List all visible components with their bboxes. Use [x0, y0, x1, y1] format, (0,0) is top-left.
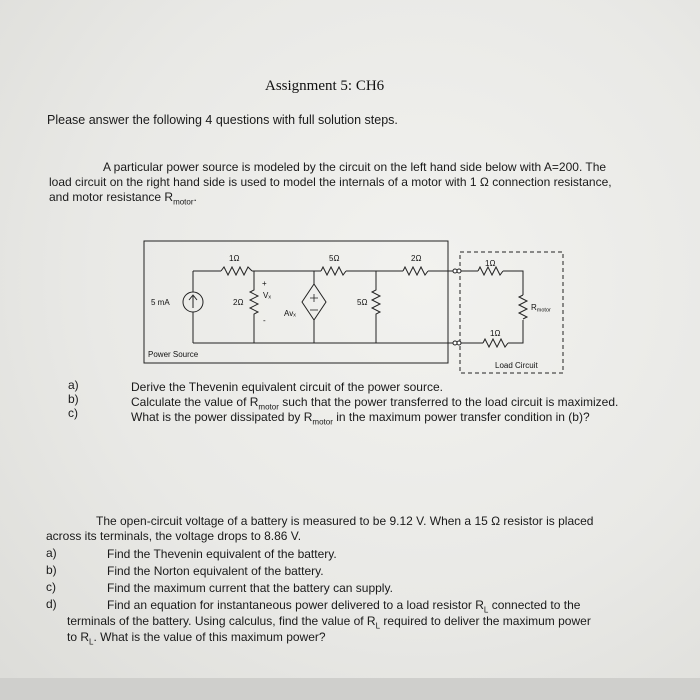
label-vx-plus: +	[262, 279, 267, 288]
q1-label-b: b)	[68, 392, 79, 406]
resistor-load-bottom	[483, 339, 508, 347]
q1-line-1: A particular power source is modeled by the circuit on the left hand side below with A=200. The	[103, 160, 607, 174]
q2-line-1: The open-circuit voltage of a battery is measured to be 9.12 V. When a 15 Ω resistor is placed	[96, 514, 594, 528]
q2-label-c: c)	[46, 580, 56, 594]
label-r-top-right: 2Ω	[411, 254, 422, 263]
label-r-motor: Rmotor	[531, 303, 551, 314]
q2-item-d-line-3: to $R_L$. What is the value of this maximum power?	[67, 630, 326, 647]
q1-item-b: Calculate the value of $R_{motor}$ such that the power transferred to the load circuit is maximized.	[131, 395, 619, 412]
q1-label-c: c)	[68, 406, 78, 420]
resistor-load-top	[478, 267, 503, 275]
q2-item-a: Find the Thevenin equivalent of the battery.	[107, 547, 337, 561]
q2-item-c: Find the maximum current that the battery can supply.	[107, 581, 393, 595]
label-load-r-top: 1Ω	[485, 259, 496, 268]
resistor-top-right	[403, 267, 428, 275]
q2-label-b: b)	[46, 563, 57, 577]
label-r-top-mid: 5Ω	[329, 254, 340, 263]
q1-item-c: What is the power dissipated by $R_{motor}$ in the maximum power transfer condition in (b)?	[131, 410, 590, 427]
q2-label-d: d)	[46, 597, 57, 611]
label-load-r-bottom: 1Ω	[490, 329, 501, 338]
label-source-current: 5 mA	[151, 298, 170, 307]
resistor-motor	[519, 295, 527, 319]
q1-line-2: load circuit on the right hand side is used to model the internals of a motor with 1 Ω connection resistance,	[49, 175, 612, 189]
label-r-shunt-mid: 5Ω	[357, 298, 368, 307]
q2-line-2: across its terminals, the voltage drops to 8.86 V.	[46, 529, 302, 543]
resistor-shunt-left	[250, 271, 258, 343]
instructions: Please answer the following 4 questions with full solution steps.	[47, 113, 398, 127]
label-load-circuit: Load Circuit	[495, 361, 538, 370]
power-source-box	[144, 241, 448, 363]
page-title: Assignment 5: CH6	[265, 78, 385, 94]
label-r-shunt-left: 2Ω	[233, 298, 244, 307]
resistor-shunt-mid	[372, 271, 380, 343]
q2-item-b: Find the Norton equivalent of the battery.	[107, 564, 324, 578]
label-power-source: Power Source	[148, 350, 199, 359]
q2-item-d-line-2: terminals of the battery. Using calculus, find the value of $R_L$ required to deliver the maximum power	[67, 614, 591, 631]
circuit-diagram	[143, 240, 565, 375]
resistor-top-left	[221, 267, 252, 275]
q1-line-3: and motor resistance $R_{motor}$.	[49, 190, 197, 207]
resistor-top-mid	[321, 267, 346, 275]
q1-label-a: a)	[68, 378, 79, 392]
label-vx-minus: -	[263, 316, 266, 325]
screen-bottom-edge	[0, 678, 700, 700]
q2-label-a: a)	[46, 546, 57, 560]
label-vx: Vₓ	[263, 291, 271, 300]
q1-item-a: Derive the Thevenin equivalent circuit of the power source.	[131, 380, 443, 394]
q2-item-d: Find an equation for instantaneous power delivered to a load resistor $R_L$ connected to the	[107, 598, 581, 615]
label-r-top-left: 1Ω	[229, 254, 240, 263]
label-dependent-source: Avₓ	[284, 309, 296, 318]
